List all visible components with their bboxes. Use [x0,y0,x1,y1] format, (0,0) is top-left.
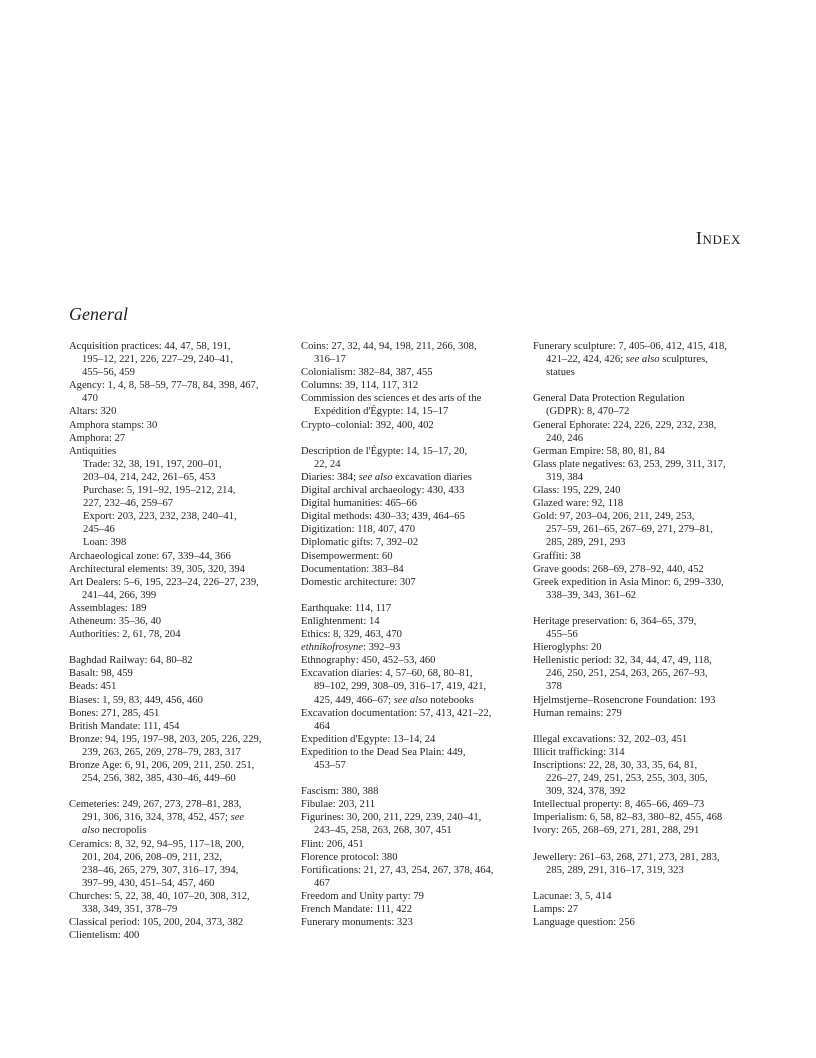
index-entry-line: Freedom and Unity party: 79 [301,890,424,902]
index-entry-continuation: 254, 256, 382, 385, 430–46, 449–60 [82,773,236,785]
index-entry-continuation: 455–56, 459 [82,367,135,379]
index-entry [533,733,748,746]
index-entry [301,641,516,654]
index-entry-line: Imperialism: 6, 58, 82–83, 380–82, 455, 468 [533,812,723,824]
index-entry-continuation: 316–17 [314,354,346,366]
index-entry-line: Beads: 451 [69,681,117,693]
index-entry-line: Architectural elements: 39, 305, 320, 394 [69,563,245,575]
index-entry [533,759,748,798]
index-entry-line: Fortifications: 21, 27, 43, 254, 267, 378, 464, [301,864,494,876]
index-entry-line: Coins: 27, 32, 44, 94, 198, 211, 266, 308, [301,341,477,352]
index-column-3 [533,340,748,929]
index-entry-line: Illegal excavations: 32, 202–03, 451 [533,733,688,745]
index-entry-line: General Data Protection Regulation [533,393,685,405]
index-entry-continuation: 455–56 [546,629,578,641]
index-entry [533,811,748,824]
index-subentry [69,484,284,510]
index-entry-continuation: 257–59, 261–65, 267–69, 271, 279–81, [546,524,713,536]
index-entry-line: ethnikofrosyne: 392–93 [301,642,401,654]
index-entry-line: British Mandate: 111, 454 [69,720,180,732]
letter-group-gap [69,785,284,798]
index-entry [301,471,516,484]
index-subentry [69,536,284,549]
index-entry-continuation: 226–27, 249, 251, 253, 255, 303, 305, [546,773,708,785]
index-entry-line: Human remains: 279 [533,707,622,719]
index-entry [533,510,748,549]
index-entry-line: General Ephorate: 224, 226, 229, 232, 238, [533,419,717,431]
index-entry [301,576,516,589]
index-entry-line: Ceramics: 8, 32, 92, 94–95, 117–18, 200, [69,838,244,850]
index-entry-continuation: statues [546,367,575,379]
index-entry-continuation: 201, 204, 206, 208–09, 211, 232, [82,851,222,863]
index-subentry [69,458,284,484]
index-entry-line: Digital methods: 430–33; 439, 464–65 [301,511,465,523]
index-entry [301,484,516,497]
index-entry [69,445,284,458]
index-entry [69,680,284,693]
index-entry [69,340,284,379]
index-entry-continuation: 203–04, 214, 242, 261–65, 453 [83,471,216,483]
italic-text: also [82,825,100,837]
index-subentry [69,510,284,536]
index-entry [533,563,748,576]
index-entry-line: Language question: 256 [533,917,635,929]
index-entry-continuation: 243–45, 258, 263, 268, 307, 451 [314,825,452,837]
index-entry [533,615,748,641]
index-entry [301,536,516,549]
index-entry-line: Excavation documentation: 57, 413, 421–22, [301,707,492,719]
index-entry-line: Hellenistic period: 32, 34, 44, 47, 49, 118, [533,655,712,667]
index-entry-continuation: 241–44, 266, 399 [82,589,157,601]
index-entry [533,576,748,602]
index-entry-continuation: 89–102, 299, 308–09, 316–17, 419, 421, [314,681,487,693]
index-entry-continuation: 285, 289, 291, 316–17, 319, 323 [546,864,684,876]
index-entry-line: Authorities: 2, 61, 78, 204 [69,629,181,641]
index-entry-line: Digital humanities: 465–66 [301,498,417,510]
index-entry [69,563,284,576]
index-entry-line: Greek expedition in Asia Minor: 6, 299–330, [533,576,724,588]
index-entry-line: Archaeological zone: 67, 339–44, 366 [69,550,231,562]
index-entry-continuation: 319, 384 [546,471,584,483]
index-entry [301,890,516,903]
index-entry-continuation: 245–46 [83,524,115,536]
index-entry-continuation: 239, 263, 265, 269, 278–79, 283, 317 [82,746,241,758]
index-entry-line: Diplomatic gifts: 7, 392–02 [301,537,419,549]
index-entry [69,733,284,759]
index-entry-line: Bronze Age: 6, 91, 206, 209, 211, 250. 251, [69,760,255,771]
index-entry [301,628,516,641]
index-entry [533,419,748,445]
index-entry [533,445,748,458]
index-entry-line: Florence protocol: 380 [301,851,398,863]
index-entry [69,890,284,916]
index-entry [69,405,284,418]
index-entry [69,654,284,667]
index-entry [533,654,748,693]
index-entry-line: Bronze: 94, 195, 197–98, 203, 205, 226, 229, [69,733,262,745]
index-entry-line: Amphora stamps: 30 [69,419,158,431]
index-entry-line: Glass: 195, 229, 240 [533,485,621,497]
index-entry-line: Expedition to the Dead Sea Plain: 449, [301,746,466,758]
index-entry-line: Fascism: 380, 388 [301,786,379,798]
index-entry-continuation: Expédition d'Égypte: 14, 15–17 [314,406,449,418]
index-entry-line: Hieroglyphs: 20 [533,642,602,654]
index-entry-line: Atheneum: 35–36, 40 [69,615,162,627]
index-entry [533,641,748,654]
index-entry [533,392,748,418]
index-entry-line: Altars: 320 [69,406,117,418]
index-entry-line: Glazed ware: 92, 118 [533,498,624,510]
index-entry-line: Illicit trafficking: 314 [533,746,625,758]
index-entry-line: Ethics: 8, 329, 463, 470 [301,629,402,641]
index-entry-line: Bones: 271, 285, 451 [69,707,160,719]
letter-group-gap [301,432,516,445]
index-entry-line: Ethnography: 450, 452–53, 460 [301,655,436,667]
index-entry-continuation: (GDPR): 8, 470–72 [546,406,630,418]
index-entry-continuation: 246, 250, 251, 254, 263, 265, 267–93, [546,668,708,680]
index-entry [301,667,516,706]
index-entry-line: Inscriptions: 22, 28, 30, 33, 35, 64, 81, [533,760,698,771]
index-entry [301,916,516,929]
italic-text: see also [625,354,660,366]
index-entry-continuation: 470 [82,393,98,405]
index-entry-line: Export: 203, 223, 232, 238, 240–41, [83,511,237,523]
index-entry-continuation: 397–99, 430, 451–54, 457, 460 [82,877,215,889]
letter-group-gap [301,772,516,785]
index-entry [301,550,516,563]
index-entry [533,550,748,563]
index-entry-line: Commission des sciences et des arts of the [301,393,482,405]
index-entry-line: Loan: 398 [83,537,127,549]
letter-group-gap [301,589,516,602]
index-entry [533,746,748,759]
index-entry [69,576,284,602]
index-entry [533,851,748,877]
index-entry [533,458,748,484]
italic-text: see also [358,471,393,483]
index-entry-line: Lamps: 27 [533,904,579,916]
index-entry [69,720,284,733]
index-entry-line: Jewellery: 261–63, 268, 271, 273, 281, 283, [533,851,720,863]
index-entry [69,628,284,641]
index-column-1 [69,340,284,942]
index-entry [301,366,516,379]
index-entry [301,785,516,798]
index-entry-line: Funerary sculpture: 7, 405–06, 412, 415, 418, [533,341,727,352]
index-entry-line: Amphora: 27 [69,432,126,444]
index-entry [69,798,284,837]
letter-group-gap [533,720,748,733]
index-entry-continuation: 464 [314,720,330,732]
index-entry [301,707,516,733]
index-entry [301,419,516,432]
letter-group-gap [533,838,748,851]
index-entry [301,340,516,366]
index-entry [301,864,516,890]
index-entry-continuation: 285, 289, 291, 293 [546,537,626,549]
index-entry-continuation: 453–57 [314,760,346,771]
index-entry [301,497,516,510]
index-entry [301,602,516,615]
index-entry-line: Churches: 5, 22, 38, 40, 107–20, 308, 312, [69,890,250,902]
index-entry-line: Excavation diaries: 4, 57–60, 68, 80–81, [301,668,473,680]
index-entry-line: Expedition d'Egypte: 13–14, 24 [301,733,436,745]
index-entry-line: Colonialism: 382–84, 387, 455 [301,367,433,379]
index-entry-line: Clientelism: 400 [69,930,140,942]
index-entry-continuation: 240, 246 [546,432,584,444]
index-entry [69,419,284,432]
index-entry [533,824,748,837]
index-entry [69,379,284,405]
index-entry-line: Graffiti: 38 [533,550,581,562]
index-entry-line: Antiquities [69,445,117,457]
index-entry [69,916,284,929]
index-entry-line: Crypto–colonial: 392, 400, 402 [301,419,434,431]
index-entry-continuation: 309, 324, 378, 392 [546,786,626,798]
index-entry-line: German Empire: 58, 80, 81, 84 [533,445,665,457]
index-entry-line: Glass plate negatives: 63, 253, 299, 311, 317, [533,458,726,470]
index-entry [533,340,748,379]
index-entry-continuation: 238–46, 265, 279, 307, 316–17, 394, [82,864,239,876]
index-entry [301,838,516,851]
italic-text: see also [393,694,428,706]
index-entry-continuation: 227, 232–46, 259–67 [83,498,174,510]
index-entry-continuation: 22, 24 [314,458,341,470]
index-entry-continuation: 338, 349, 351, 378–79 [82,904,178,916]
index-entry [533,484,748,497]
index-entry-line: Agency: 1, 4, 8, 58–59, 77–78, 84, 398, 467, [69,380,259,392]
index-entry-line: Purchase: 5, 191–92, 195–212, 214, [83,485,236,497]
index-entry [301,523,516,536]
index-column-2 [301,340,516,929]
index-entry [69,707,284,720]
index-entry [301,510,516,523]
index-entry-line: Trade: 32, 38, 191, 197, 200–01, [83,458,222,470]
index-entry [301,445,516,471]
index-entry [533,916,748,929]
index-entry [533,497,748,510]
letter-group-gap [69,641,284,654]
index-entry-line: French Mandate: 111, 422 [301,904,413,916]
index-entry-continuation: 421–22, 424, 426; see also sculptures, [546,354,708,366]
index-entry-line: Baghdad Railway: 64, 80–82 [69,655,193,667]
index-entry [69,929,284,942]
index-entry [301,733,516,746]
index-entry-line: Cemeteries: 249, 267, 273, 278–81, 283, [69,799,242,811]
index-entry [69,550,284,563]
index-entry-line: Enlightenment: 14 [301,615,380,627]
index-entry [301,746,516,772]
index-entry-continuation: 291, 306, 316, 324, 378, 452, 457; see [82,812,245,824]
index-entry-line: Classical period: 105, 200, 204, 373, 382 [69,917,244,929]
index-entry [301,654,516,667]
index-entry-line: Basalt: 98, 459 [69,668,133,680]
index-entry-line: Fibulae: 203, 211 [301,799,376,811]
index-entry-line: Columns: 39, 114, 117, 312 [301,380,419,392]
index-entry-line: Flint: 206, 451 [301,838,364,850]
index-entry-line: Documentation: 383–84 [301,563,404,575]
index-entry-continuation: 467 [314,877,330,889]
index-entry [301,563,516,576]
page-title: Index [695,228,741,248]
italic-text: see [230,812,245,824]
index-entry [301,903,516,916]
index-entry [301,615,516,628]
index-entry-continuation: 195–12, 221, 226, 227–29, 240–41, [82,354,233,366]
index-entry-continuation: 338–39, 343, 361–62 [546,589,637,601]
index-entry-line: Acquisition practices: 44, 47, 58, 191, [69,341,231,352]
index-entry-line: Biases: 1, 59, 83, 449, 456, 460 [69,694,203,706]
index-entry-line: Hjelmstjerne–Rosencrone Foundation: 193 [533,694,716,706]
index-entry-line: Digital archival archaeology: 430, 433 [301,485,465,497]
index-entry-line: Funerary monuments: 323 [301,917,413,929]
index-entry-line: Assemblages: 189 [69,602,147,614]
index-entry-line: Lacunae: 3, 5, 414 [533,890,612,902]
italic-text: ethnikofrosyne [301,642,363,654]
index-entry-continuation: 378 [546,681,562,693]
index-entry [69,602,284,615]
index-entry [533,694,748,707]
section-heading: General [69,304,128,324]
index-entry [533,890,748,903]
index-entry-line: Art Dealers: 5–6, 195, 223–24, 226–27, 239, [69,576,259,588]
index-entry [533,707,748,720]
index-entry-continuation: also necropolis [82,825,147,837]
index-entry-line: Intellectual property: 8, 465–66, 469–73 [533,799,705,811]
index-entry [533,903,748,916]
letter-group-gap [533,379,748,392]
index-entry [301,379,516,392]
index-entry-line: Heritage preservation: 6, 364–65, 379, [533,615,697,627]
index-entry-line: Disempowerment: 60 [301,550,393,562]
index-entry [69,759,284,785]
index-entry-line: Figurines: 30, 200, 211, 229, 239, 240–41, [301,812,482,824]
index-entry-continuation: 425, 449, 466–67; see also notebooks [314,694,474,706]
index-entry [69,432,284,445]
index-entry-line: Ivory: 265, 268–69, 271, 281, 288, 291 [533,825,700,837]
index-entry [69,615,284,628]
index-entry [69,838,284,890]
index-entry [301,851,516,864]
index-entry [69,694,284,707]
index-entry-line: Grave goods: 268–69, 278–92, 440, 452 [533,563,704,575]
letter-group-gap [533,877,748,890]
index-entry-line: Digitization: 118, 407, 470 [301,524,416,536]
index-entry [301,798,516,811]
index-entry [301,392,516,418]
index-entry-line: Domestic architecture: 307 [301,576,416,588]
index-entry-line: Gold: 97, 203–04, 206, 211, 249, 253, [533,511,695,523]
index-entry [69,667,284,680]
index-entry-line: Earthquake: 114, 117 [301,602,392,614]
index-entry-line: Diaries: 384; see also excavation diaries [301,471,472,483]
letter-group-gap [533,602,748,615]
index-entry [301,811,516,837]
index-entry [533,798,748,811]
index-entry-line: Description de l'Égypte: 14, 15–17, 20, [301,445,468,457]
